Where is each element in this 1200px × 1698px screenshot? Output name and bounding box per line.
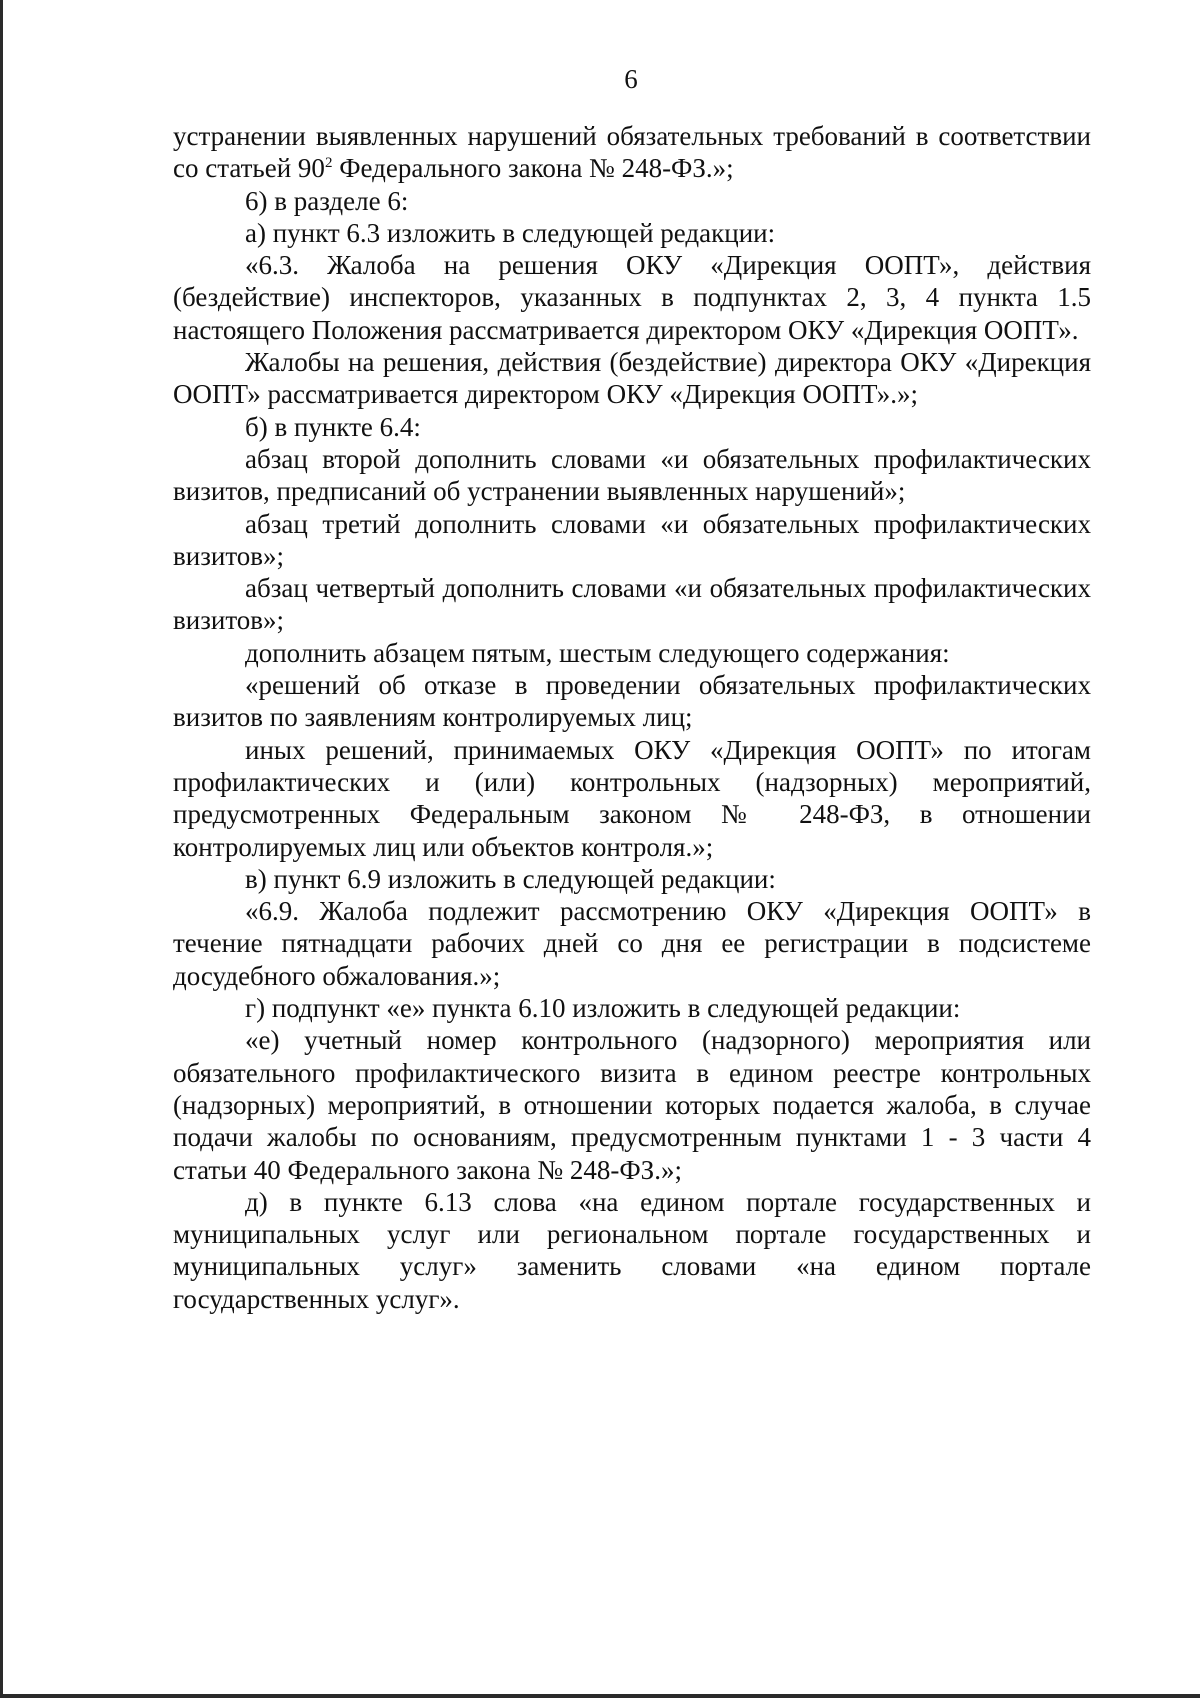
paragraph-item-a: а) пункт 6.3 изложить в следующей редакции:: [245, 217, 776, 248]
paragraph-add-abzacs: дополнить абзацем пятым, шестым следующего содержания:: [245, 637, 950, 668]
paragraph-complaints-director: Жалобы на решения, действия (бездействие) директора ОКУ «Дирекция ООПТ» рассматривается директором ОКУ «Дирекция ООПТ».»;: [173, 347, 1091, 410]
paragraph-text: устранении выявленных нарушений обязательных требований в соответствии со статьей 90: [173, 121, 1091, 184]
paragraph-refusal-decisions: «решений об отказе в проведении обязательных профилактических визитов по заявлениям контролируемых лиц;: [173, 670, 1091, 733]
paragraph-text: Федерального закона № 248-ФЗ.»;: [332, 153, 734, 184]
paragraph-quote-e: «е) учетный номер контрольного (надзорного) мероприятия или обязательного профилактического визита в едином реестре контрольных (надзорных) мероприятий, в отношении которых подается жалоба, в случае подачи жалобы по основаниям, предусмотренным пунктами 1 - 3 части 4 статьи 40 Федерального закона № 248-ФЗ.»;: [173, 1025, 1091, 1185]
paragraph-section-6: 6) в разделе 6:: [245, 185, 409, 216]
scan-border-bottom: [0, 1694, 1200, 1698]
paragraph-item-g: г) подпункт «е» пункта 6.10 изложить в следующей редакции:: [245, 993, 961, 1024]
paragraph-second-abzac: абзац второй дополнить словами «и обязательных профилактических визитов, предписаний об устранении выявленных нарушений»;: [173, 443, 1091, 507]
paragraph-item-d: д) в пункте 6.13 слова «на едином портале государственных и муниципальных услуг или региональном портале государственных и муниципальных услуг» заменить словами «на едином портале государственных услуг».: [173, 1186, 1091, 1314]
paragraph-continuation: [173, 120, 1091, 185]
paragraph-item-v: в) пункт 6.9 изложить в следующей редакции:: [245, 863, 776, 894]
page-number: 6: [624, 64, 638, 94]
paragraph-third-abzac: абзац третий дополнить словами «и обязательных профилактических визитов»;: [173, 508, 1091, 571]
article-superscript: 2: [324, 155, 333, 172]
scan-border-left: [0, 0, 3, 1698]
paragraph-quote-6-9: «6.9. Жалоба подлежит рассмотрению ОКУ «Дирекция ООПТ» в течение пятнадцати рабочих дней со дня ее регистрации в подсистеме досудебного обжалования.»;: [173, 896, 1091, 991]
paragraph-other-decisions: иных решений, принимаемых ОКУ «Дирекция ООПТ» по итогам профилактических и (или) контрольных (надзорных) мероприятий, предусмотренных Федеральным законом № 248-ФЗ, в отношении контролируемых лиц или объектов контроля.»;: [173, 734, 1091, 862]
document-body: [173, 120, 1091, 1315]
paragraph-fourth-abzac: абзац четвертый дополнить словами «и обязательных профилактических визитов»;: [173, 573, 1091, 636]
paragraph-item-b: б) в пункте 6.4:: [245, 411, 421, 442]
paragraph-quote-6-3: «6.3. Жалоба на решения ОКУ «Дирекция ООПТ», действия (бездействие) инспекторов, указанных в подпунктах 2, 3, 4 пункта 1.5 настоящего Положения рассматривается директором ОКУ «Дирекция ООПТ».: [173, 250, 1091, 345]
